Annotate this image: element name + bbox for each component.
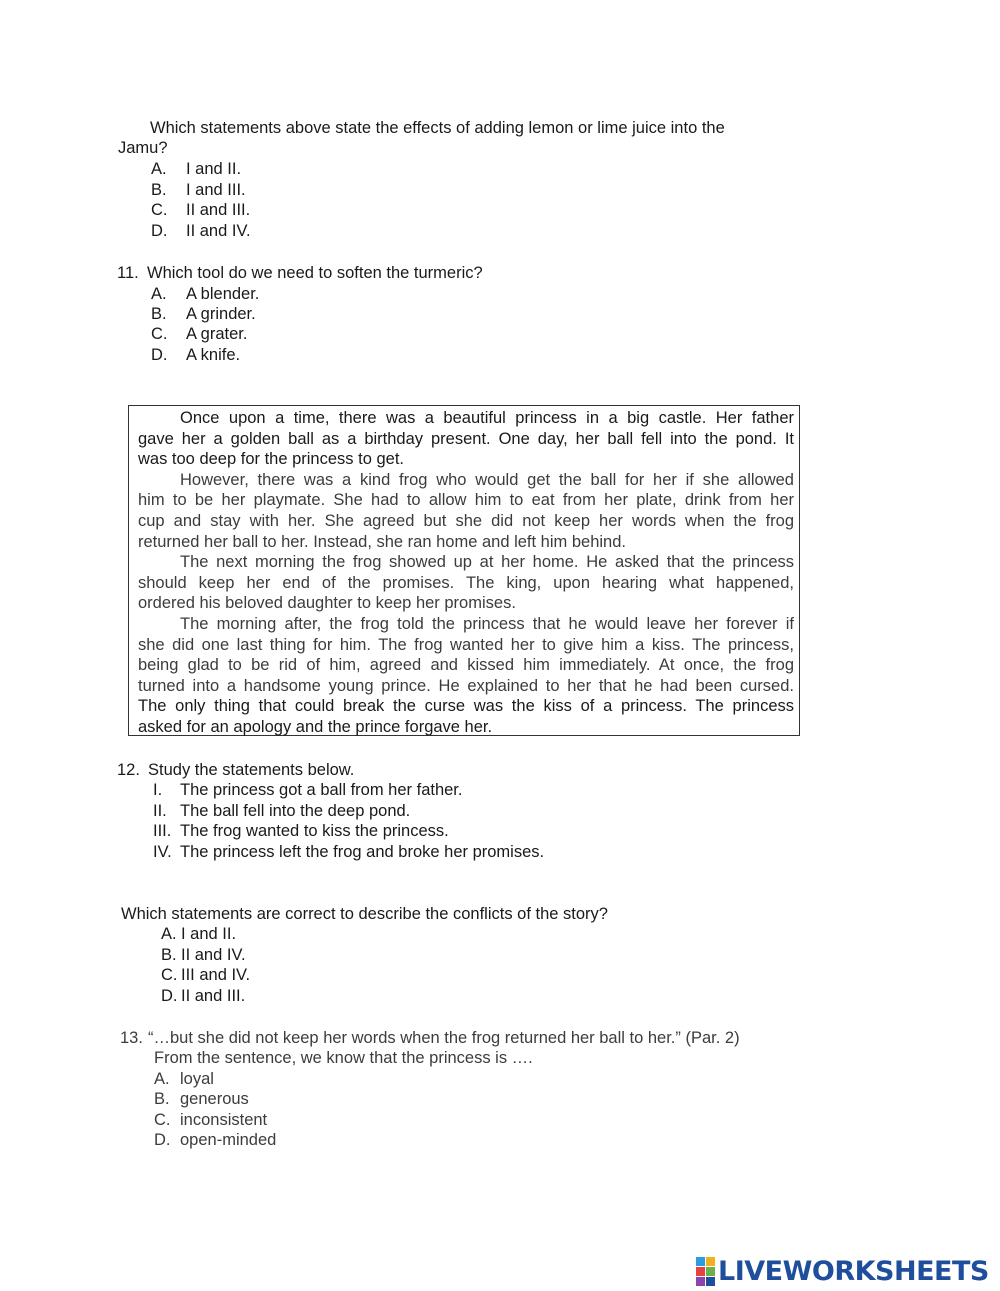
q13-stem: From the sentence, we know that the princess is …. xyxy=(154,1049,533,1067)
q11-stem: Which tool do we need to soften the turmeric? xyxy=(147,264,483,282)
q12-stem: Study the statements below. xyxy=(148,761,355,779)
liveworksheets-logo[interactable] xyxy=(696,1254,989,1288)
q10-stem-line-1: Which statements above state the effects of adding lemon or lime juice into the xyxy=(150,119,725,137)
q13-quote: “…but she did not keep her words when the frog returned her ball to her.” (Par. 2) xyxy=(148,1029,740,1047)
passage-line: The morning after, the frog told the princess that he would leave her forever if xyxy=(180,615,794,633)
logo-square xyxy=(706,1277,715,1286)
passage-box xyxy=(128,405,800,736)
passage-line: was too deep for the princess to get. xyxy=(138,450,404,469)
passage-line: Once upon a time, there was a beautiful princess in a big castle. Her father xyxy=(180,409,794,427)
passage-line: she did one last thing for him. The frog wanted her to give him a kiss. The princess, xyxy=(138,635,794,654)
q12-number: 12. xyxy=(117,761,140,779)
logo-square xyxy=(706,1257,715,1266)
passage-line: being glad to be rid of him, agreed and kissed him immediately. At once, the frog xyxy=(138,656,794,675)
logo-square xyxy=(696,1277,705,1286)
passage-line: ordered his beloved daughter to keep her promises. xyxy=(138,594,516,613)
passage-line: The next morning the frog showed up at her home. He asked that the princess xyxy=(180,553,794,572)
passage-line: him to be her playmate. She had to allow him to eat from her plate, drink from her xyxy=(138,491,794,510)
q11-number: 11. xyxy=(117,264,139,282)
q12-question: Which statements are correct to describe the conflicts of the story? xyxy=(121,905,608,923)
passage-line: gave her a golden ball as a birthday present. One day, her ball fell into the pond. It xyxy=(138,429,794,448)
logo-square xyxy=(706,1267,715,1276)
q13-number: 13. xyxy=(120,1029,143,1047)
passage-line: However, there was a kind frog who would get the ball for her if she allowed xyxy=(180,470,794,489)
passage-line: turned into a handsome young prince. He explained to her that he had been cursed. xyxy=(138,676,794,695)
passage-line: returned her ball to her. Instead, she ran home and left him behind. xyxy=(138,532,626,551)
passage-line: should keep her end of the promises. The king, upon hearing what happened, xyxy=(138,573,794,592)
passage-line: cup and stay with her. She agreed but she did not keep her words when the frog xyxy=(138,512,794,530)
q10-stem-line-2: Jamu? xyxy=(118,139,168,157)
logo-square xyxy=(696,1257,705,1266)
logo-text: LIVEWORKSHEETS xyxy=(718,1255,989,1287)
passage-line: asked for an apology and the prince forgave her. xyxy=(138,718,493,736)
passage-line: The only thing that could break the curse was the kiss of a princess. The princess xyxy=(138,697,794,716)
logo-square xyxy=(696,1267,705,1276)
logo-squares-icon xyxy=(696,1257,715,1286)
